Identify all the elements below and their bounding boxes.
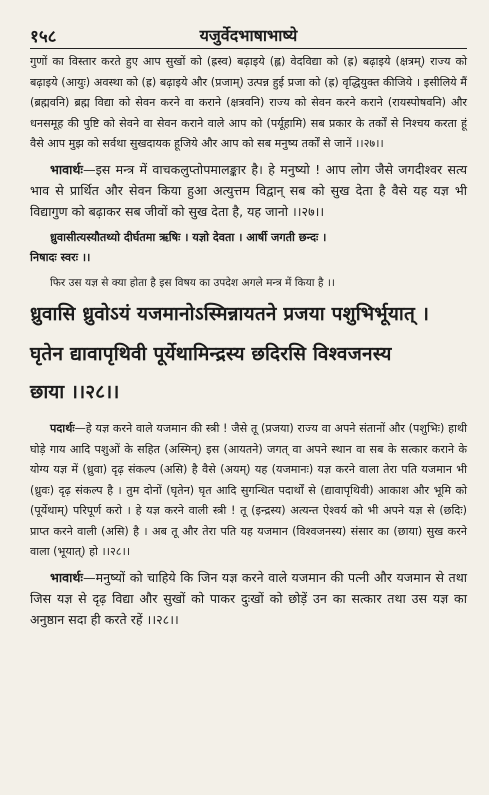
bhavarth-28 — [30, 567, 467, 630]
padarth-label: पदार्थः — [50, 422, 75, 435]
verse-line-3: छाया ।।२८।। — [30, 381, 120, 403]
page-header — [30, 24, 467, 49]
page-title: यजुर्वेदभाषाभाष्ये — [199, 26, 298, 45]
intro-line: फिर उस यज्ञ से क्या होता है इस विषय का उपदेश अगले मन्त्र में किया है ।। — [50, 276, 335, 289]
bhavarth-label-2: भावार्थः — [50, 569, 83, 585]
verse-line-2: घृतेन द्यावापृथिवी पूर्येथामिन्द्रस्य छदिरसि विश्वजनस्य — [30, 343, 392, 365]
rishi-line: ध्रुवासीत्यस्यौतथ्यो दीर्घतमा ऋषिः । यज्ञो देवता । आर्षी जगती छन्दः । — [50, 230, 327, 244]
bhavarth-27 — [30, 159, 467, 222]
padarth-text: —हे यज्ञ करने वाले यजमान की स्त्री ! जैसे तू (प्रजया) राज्य वा अपने संतानों और (पशुभिः) हाथी घोड़े गाय आदि पशुओं के सहित (अस्मिन्) इस (आयतने) जगत् वा अपने स्थान वा सब के सत्कार कराने के योग्य यज्ञ में (ध्रुवा) दृढ़ संकल्प (असि) है वैसे (अयम्) यह (यजमानः) यज्ञ करने वाला तेरा पति यजमान भी (ध्रुवः) दृढ़ संकल्प है । तुम दोनों (घृतेन) घृत आदि सुगन्धित पदार्थों से (द्यावापृथिवी) आकाश और भूमि को (पूर्येथाम्) परिपूर्ण करो । हे यज्ञ करने वाली स्त्री ! तू (इन्द्रस्य) अत्यन्त ऐश्वर्य को भी अपने यज्ञ से (छदिः) प्राप्त करने वाली (असि) है । अब तू और तेरा पति यह यजमान (विश्वजनस्य) संसार का (छाया) सुख करने वाला (भूयात्) हो ।।२८।। — [30, 422, 467, 558]
paragraph-1: गुणों का विस्तार करते हुए आप सुखों को (ह्रस्व) बढ़ाइये (ह्ल) वेदविद्या को (ह्र) बढ़ाइये (क्षत्रम्) राज्य को बढ़ाइये (आयुः) अवस्था को (ह्र) बढ़ाइये और (प्रजाम्) उत्पन्न हुई प्रजा को (ह्र) वृद्धियुक्त कीजिये । इसीलिये मैं (ब्रह्मवनि) ब्रह्म विद्या को सेवन करने वा कराने (क्षत्रवनि) राज्य को सेवन करने कराने (रायस्पोषवनि) और धनसमूह की पुष्टि को सेवने वा सेवन कराने वाले आप को (पर्यूहामि) सब प्रकार के तर्कों से निश्चय करता हूं वैसे आप मुझ को सर्वथा सुखदायक हूजिये और आप को सब मनुष्य तर्कों से जानें ।।२७।। — [30, 55, 467, 150]
page-number: १५८ — [30, 27, 57, 47]
page-body — [30, 52, 467, 630]
bhavarth-text-2: —मनुष्यों को चाहिये कि जिन यज्ञ करने वाले यजमान की पत्नी और यजमान से तथा जिस यज्ञ से दृढ़ विद्या और सुखों को पाकर दुःखों को छोड़ें उन का सत्कार तथा उस यज्ञ का अनुष्ठान सदा ही करते रहें ।।२८।। — [30, 569, 467, 627]
padarth-28 — [30, 419, 467, 563]
rishi-line-2: निषादः स्वरः ।। — [30, 251, 91, 264]
bhavarth-label: भावार्थः — [50, 161, 83, 177]
verse-line-1: ध्रुवासि ध्रुवोऽयं यजमानोऽस्मिन्नायतने प्रजया पशुभिर्भूयात् । — [30, 303, 430, 325]
bhavarth-text: —इस मन्त्र में वाचकलुप्तोपमालङ्कार है। हे मनुष्यो ! आप लोग जैसे जगदीश्वर सत्य भाव से प्रार्थित और सेवन किया हुआ अत्युत्तम विद्वान् सब को सुख देता है वैसे यह यज्ञ भी विद्यागुण को बढ़ाकर सब जीवों को सुख देता है, यह जानो ।।२७।। — [30, 161, 467, 219]
